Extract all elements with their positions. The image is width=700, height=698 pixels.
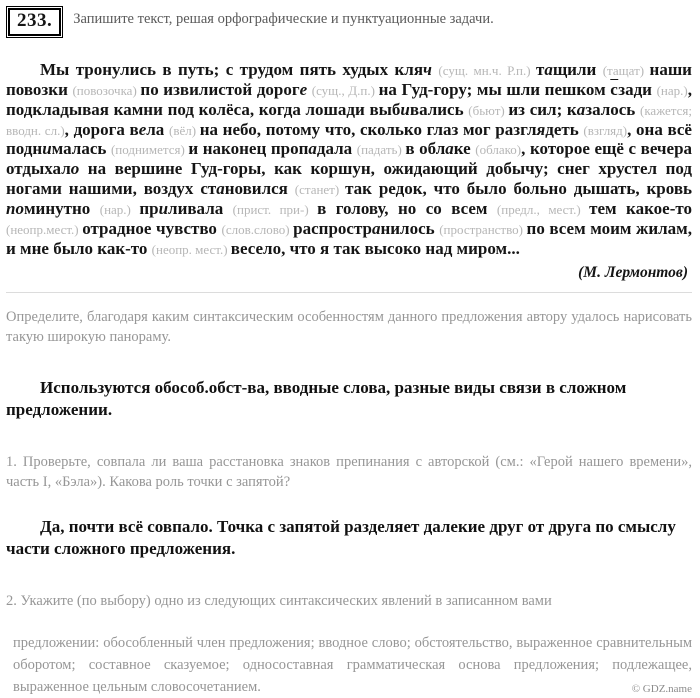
question-intro: Определите, благодаря каким синтаксическим особенностям данного предложения автору удалось нарисовать такую широкую панораму. [6,308,692,345]
section-divider [6,292,692,293]
question-2: 2. Укажите (по выбору) одно из следующих синтаксических явлений в записанном вами [6,593,552,610]
task-instruction: Запишите текст, решая орфографические и пунктуационные задачи. [73,11,494,27]
exercise-number: 233. [8,8,61,36]
exercise-header [6,6,692,36]
exercise-text: Мы тронулись в путь; с трудом пять худых кляч (сущ. мн.ч. Р.п.) тащили (тащат) наши повозки (повозочка) по извилистой дороге (сущ., Д.п.) на Гуд-гору; мы шли пешком сзади (нар.), подкладывая камни под колёса, когда лошади выбивались (бьют) из сил; казалось (кажется; вводн. сл.), дорога вела (вёл) на небо, потому что, сколько глаз мог разглядеть (взгляд), она всё поднималась (поднимется) и наконец пропадала (падать) в облаке (облако), которое ещё с вечера отдыхало на вершине Гуд-горы, как коршун, ожидающий добычу; снег хрустел под ногами нашими, воздух становился (станет) так редок, что было больно дышать, кровь поминутно (нар.) приливала (прист. при-) в голову, но со всем (предл., мест.) тем какое-то (неопр.мест.) отрадное чувство (слов.слово) распространилось (пространство) по всем моим жилам, и мне было как-то (неопр. мест.) весело, что я так высоко над миром... [6,59,693,258]
question-1: 1. Проверьте, совпала ли ваша расстановка знаков препинания с авторской (см.: «Герой нашего времени», часть I, «Бэла»). Какова роль точки с запятой? [6,453,692,490]
author-attribution: (М. Лермонтов) [578,263,688,281]
answer-intro: Используются обособ.обст-ва, вводные слова, разные виды связи в сложном предложении. [6,377,627,420]
answer-1: Да, почти всё совпало. Точка с запятой разделяет далекие друг от друга по смыслу части сложного предложения. [6,516,676,559]
question-2-list: предложении: обособленный член предложения; вводное слово; обстоятельство, выраженное сравнительным оборотом; составное сказуемое; односоставная грамматическая основа предложения; подлежащее, выраженное цельным словосочетанием. [13,635,692,695]
watermark: © GDZ.name [631,683,692,695]
